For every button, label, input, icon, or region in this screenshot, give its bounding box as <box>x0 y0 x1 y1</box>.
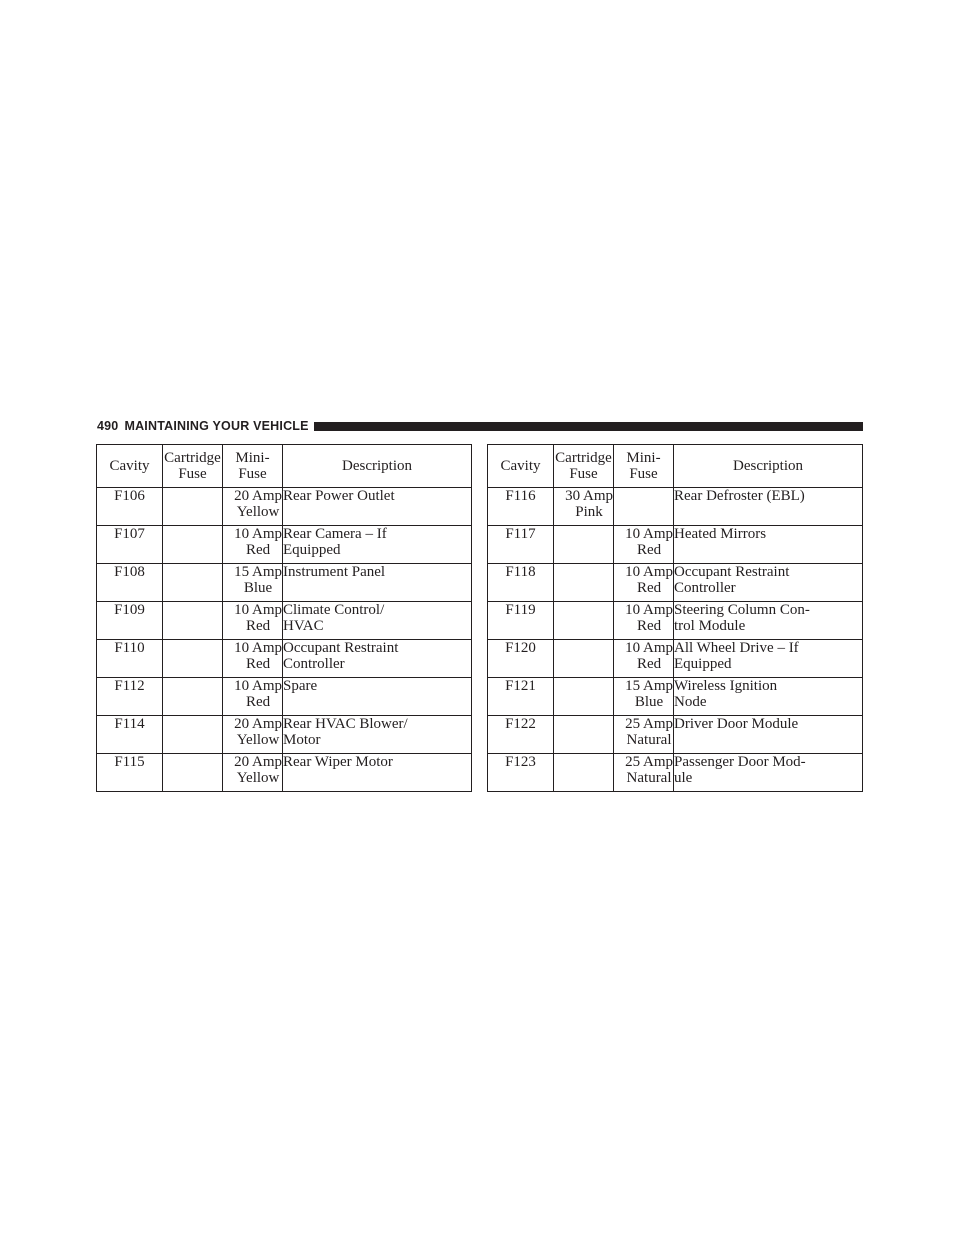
cell-cartridge-fuse <box>163 640 223 678</box>
cell-cavity <box>488 754 554 792</box>
cell-mini-fuse <box>614 754 674 792</box>
description-value <box>283 754 393 770</box>
description-value-line: ule <box>674 770 693 786</box>
cell-mini-fuse <box>223 526 283 564</box>
cell-cartridge-fuse <box>554 754 614 792</box>
cartridge-fuse-value <box>565 488 613 520</box>
cell-cavity <box>97 564 163 602</box>
cell-cartridge-fuse <box>163 564 223 602</box>
cell-description <box>674 678 863 716</box>
cartridge-fuse-value-line: 30 Amp <box>565 488 613 504</box>
cell-cavity <box>97 526 163 564</box>
cell-cartridge-fuse <box>554 564 614 602</box>
cell-cartridge-fuse <box>554 526 614 564</box>
description-value <box>283 678 317 694</box>
table-row <box>488 754 863 792</box>
fuse-table-right <box>487 444 863 792</box>
cavity-value: F117 <box>505 526 536 542</box>
mini-fuse-value-line: 10 Amp <box>625 602 673 618</box>
cell-description <box>674 602 863 640</box>
cartridge-fuse-value-line: Pink <box>575 504 603 520</box>
cavity-value: F121 <box>505 678 536 694</box>
cell-cavity <box>488 526 554 564</box>
table-row <box>488 564 863 602</box>
cavity-value: F110 <box>114 640 145 656</box>
mini-fuse-value <box>234 602 282 634</box>
table-header-row <box>488 445 863 488</box>
mini-fuse-value-line: 15 Amp <box>234 564 282 580</box>
header-description: Description <box>674 445 863 488</box>
description-value <box>674 678 777 710</box>
mini-fuse-value-line: Yellow <box>236 504 280 520</box>
table-row <box>97 488 472 526</box>
mini-fuse-value-line: 10 Amp <box>625 526 673 542</box>
cell-description <box>283 526 472 564</box>
description-value-line: HVAC <box>283 618 324 634</box>
mini-fuse-value <box>234 564 282 596</box>
description-value-line: Node <box>674 694 707 710</box>
cell-description <box>283 754 472 792</box>
cavity-value: F115 <box>114 754 145 770</box>
description-value-line: Instrument Panel <box>283 564 386 580</box>
mini-fuse-value-line: 20 Amp <box>234 754 282 770</box>
cell-cavity <box>488 488 554 526</box>
mini-fuse-value <box>234 754 282 786</box>
description-value-line: Equipped <box>674 656 732 672</box>
mini-fuse-value <box>234 678 282 710</box>
header-description: Description <box>283 445 472 488</box>
cell-description <box>283 602 472 640</box>
table-row <box>488 602 863 640</box>
cell-cavity <box>97 488 163 526</box>
cell-cavity <box>488 564 554 602</box>
mini-fuse-value-line: Blue <box>243 580 273 596</box>
cell-description <box>283 678 472 716</box>
description-value <box>674 564 789 596</box>
table-row <box>488 716 863 754</box>
mini-fuse-value-line: 10 Amp <box>234 640 282 656</box>
description-value-line: Rear Defroster (EBL) <box>674 488 805 504</box>
mini-fuse-value <box>234 640 282 672</box>
cavity-value: F106 <box>114 488 145 504</box>
section-title: MAINTAINING YOUR VEHICLE <box>124 419 309 433</box>
table-row <box>97 716 472 754</box>
cell-cartridge-fuse <box>163 488 223 526</box>
table-header-row <box>97 445 472 488</box>
cell-cartridge-fuse <box>163 526 223 564</box>
cell-mini-fuse <box>223 716 283 754</box>
mini-fuse-value <box>625 754 673 786</box>
cell-description <box>283 564 472 602</box>
cell-cavity <box>488 602 554 640</box>
mini-fuse-value-line: Red <box>636 656 662 672</box>
description-value-line: Rear Wiper Motor <box>283 754 393 770</box>
cell-cartridge-fuse <box>554 488 614 526</box>
description-value-line: Passenger Door Mod- <box>674 754 806 770</box>
description-value-line: Driver Door Module <box>674 716 799 732</box>
cell-cartridge-fuse <box>163 678 223 716</box>
description-value-line: Occupant Restraint <box>283 640 399 656</box>
cell-description <box>674 488 863 526</box>
cell-cavity <box>488 716 554 754</box>
header-cavity: Cavity <box>97 445 163 488</box>
cell-cavity <box>97 754 163 792</box>
cell-cavity <box>488 640 554 678</box>
cell-cartridge-fuse <box>554 640 614 678</box>
cell-description <box>283 488 472 526</box>
mini-fuse-value <box>625 678 673 710</box>
cavity-value: F123 <box>505 754 536 770</box>
cell-mini-fuse <box>614 564 674 602</box>
cell-cartridge-fuse <box>163 716 223 754</box>
header-mini-fuse: Mini- Fuse <box>223 445 283 488</box>
cell-cavity <box>97 602 163 640</box>
cell-description <box>674 564 863 602</box>
table-row <box>488 488 863 526</box>
cavity-value: F120 <box>505 640 536 656</box>
cell-description <box>674 716 863 754</box>
description-value-line: Equipped <box>283 542 341 558</box>
cell-description <box>674 526 863 564</box>
description-value-line: Motor <box>283 732 321 748</box>
table-row <box>488 640 863 678</box>
description-value <box>674 754 806 786</box>
description-value-line: Controller <box>674 580 736 596</box>
header-mini-fuse: Mini- Fuse <box>614 445 674 488</box>
cell-mini-fuse <box>614 488 674 526</box>
mini-fuse-value-line: 25 Amp <box>625 716 673 732</box>
description-value-line: Occupant Restraint <box>674 564 790 580</box>
page-header <box>97 418 863 434</box>
cavity-value: F109 <box>114 602 145 618</box>
mini-fuse-value-line: 10 Amp <box>625 640 673 656</box>
header-rule <box>314 422 863 431</box>
table-row <box>488 526 863 564</box>
mini-fuse-value-line: Natural <box>626 770 672 786</box>
cell-cartridge-fuse <box>163 602 223 640</box>
cavity-value: F122 <box>505 716 536 732</box>
description-value <box>674 526 766 542</box>
description-value <box>674 488 805 504</box>
mini-fuse-value-line: 25 Amp <box>625 754 673 770</box>
cell-mini-fuse <box>614 678 674 716</box>
description-value <box>283 488 395 504</box>
mini-fuse-value-line: Yellow <box>236 770 280 786</box>
cavity-value: F107 <box>114 526 145 542</box>
description-value-line: Steering Column Con- <box>674 602 810 618</box>
description-value-line: trol Module <box>674 618 746 634</box>
page-number: 490 <box>97 419 119 433</box>
description-value-line: Wireless Ignition <box>674 678 778 694</box>
cell-cartridge-fuse <box>554 716 614 754</box>
description-value-line: Controller <box>283 656 345 672</box>
table-row <box>97 754 472 792</box>
fuse-table-left <box>96 444 472 792</box>
header-cavity: Cavity <box>488 445 554 488</box>
description-value-line: Rear Power Outlet <box>283 488 395 504</box>
description-value <box>674 640 799 672</box>
description-value-line: Climate Control/ <box>283 602 385 618</box>
table-row <box>488 678 863 716</box>
mini-fuse-value-line: 10 Amp <box>234 602 282 618</box>
description-value <box>283 716 408 748</box>
cell-cartridge-fuse <box>554 678 614 716</box>
mini-fuse-value-line: 10 Amp <box>234 678 282 694</box>
table-row <box>97 678 472 716</box>
mini-fuse-value-line: Red <box>245 656 271 672</box>
cavity-value: F119 <box>505 602 536 618</box>
cell-description <box>283 716 472 754</box>
description-value <box>674 716 798 732</box>
cell-cartridge-fuse <box>554 602 614 640</box>
cavity-value: F116 <box>505 488 536 504</box>
cell-mini-fuse <box>223 602 283 640</box>
header-cartridge-fuse: Cartridge Fuse <box>554 445 614 488</box>
cell-cavity <box>488 678 554 716</box>
cavity-value: F114 <box>114 716 145 732</box>
cell-mini-fuse <box>614 602 674 640</box>
mini-fuse-value-line: 20 Amp <box>234 488 282 504</box>
table-row <box>97 564 472 602</box>
cell-cartridge-fuse <box>163 754 223 792</box>
mini-fuse-value-line: 10 Amp <box>234 526 282 542</box>
table-row <box>97 640 472 678</box>
cell-mini-fuse <box>223 488 283 526</box>
mini-fuse-value <box>625 716 673 748</box>
description-value <box>283 526 387 558</box>
mini-fuse-value-line: 15 Amp <box>625 678 673 694</box>
cell-mini-fuse <box>223 678 283 716</box>
cell-mini-fuse <box>614 640 674 678</box>
description-value <box>283 640 398 672</box>
cell-mini-fuse <box>614 716 674 754</box>
table-row <box>97 526 472 564</box>
mini-fuse-value <box>234 488 282 520</box>
mini-fuse-value-line: Natural <box>626 732 672 748</box>
header-cartridge-fuse: Cartridge Fuse <box>163 445 223 488</box>
description-value <box>674 602 810 634</box>
mini-fuse-value-line: Red <box>636 580 662 596</box>
description-value-line: Spare <box>283 678 318 694</box>
cavity-value: F118 <box>505 564 536 580</box>
mini-fuse-value <box>625 526 673 558</box>
cell-mini-fuse <box>614 526 674 564</box>
cell-cavity <box>97 716 163 754</box>
cell-mini-fuse <box>223 564 283 602</box>
description-value-line: All Wheel Drive – If <box>674 640 799 656</box>
mini-fuse-value-line: 10 Amp <box>625 564 673 580</box>
description-value-line: Heated Mirrors <box>674 526 767 542</box>
mini-fuse-value-line: Red <box>636 542 662 558</box>
description-value <box>283 564 385 580</box>
mini-fuse-value-line: Yellow <box>236 732 280 748</box>
mini-fuse-value <box>234 526 282 558</box>
description-value-line: Rear Camera – If <box>283 526 387 542</box>
cell-description <box>674 754 863 792</box>
description-value <box>283 602 384 634</box>
description-value-line: Rear HVAC Blower/ <box>283 716 408 732</box>
mini-fuse-value <box>625 602 673 634</box>
mini-fuse-value <box>625 640 673 672</box>
mini-fuse-value <box>625 564 673 596</box>
mini-fuse-value-line: Red <box>245 618 271 634</box>
table-row <box>97 602 472 640</box>
cell-cavity <box>97 678 163 716</box>
mini-fuse-value-line: Red <box>245 542 271 558</box>
cell-description <box>674 640 863 678</box>
cell-cavity <box>97 640 163 678</box>
cavity-value: F112 <box>114 678 145 694</box>
mini-fuse-value-line: Red <box>636 618 662 634</box>
cell-mini-fuse <box>223 640 283 678</box>
mini-fuse-value <box>234 716 282 748</box>
cavity-value: F108 <box>114 564 145 580</box>
cell-description <box>283 640 472 678</box>
mini-fuse-value-line: Red <box>245 694 271 710</box>
mini-fuse-value-line: 20 Amp <box>234 716 282 732</box>
cell-mini-fuse <box>223 754 283 792</box>
mini-fuse-value-line: Blue <box>634 694 664 710</box>
